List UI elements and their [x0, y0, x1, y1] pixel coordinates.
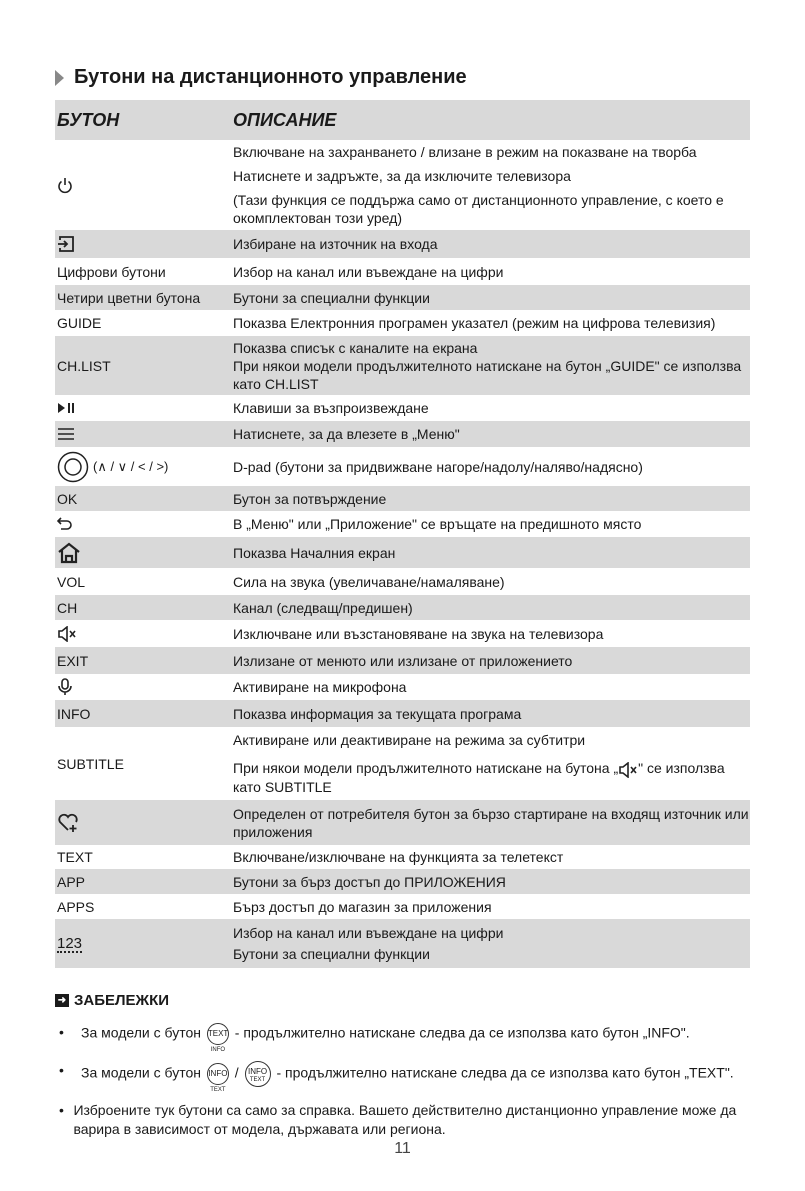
button-cell [55, 935, 233, 953]
button-cell [55, 542, 233, 564]
note-text: За модели с бутон [81, 1024, 201, 1041]
button-name: OK [57, 490, 78, 507]
input-source-icon [57, 235, 75, 253]
separator: / [234, 1064, 239, 1081]
table-row [55, 595, 750, 620]
description-cell [233, 728, 750, 798]
button-name: TEXT [57, 849, 93, 865]
mute-icon [57, 626, 77, 642]
table-row [55, 845, 750, 869]
button-name: (∧ / ∨ / < / >) [93, 458, 169, 474]
button-cell [55, 899, 233, 915]
description-cell [233, 336, 750, 396]
note-text: За модели с бутон [81, 1064, 201, 1081]
table-row [55, 395, 750, 421]
table-row [55, 336, 750, 395]
menu-icon [57, 427, 75, 441]
note-text: Изброените тук бутони са само за справка. Вашето действително дистанционно управление може да варира в зависимост от модела, държавата или региона. [73, 1102, 737, 1137]
note-item: • За модели с бутон TEXT INFO - продължително натискане следва да се използва като бутон „INFO". [59, 1024, 690, 1053]
description-text: Показва Началния екран [233, 544, 396, 561]
table-row [55, 674, 750, 700]
button-name: EXIT [57, 652, 89, 669]
button-cell [55, 315, 233, 331]
button-cell [55, 427, 233, 441]
button-cell [55, 813, 233, 833]
button-cell [55, 678, 233, 696]
table-row [55, 647, 750, 674]
button-cell [55, 358, 233, 374]
description-text: Избиране на източник на входа [233, 236, 438, 252]
description-text: Натиснете, за да влезете в „Меню" [233, 426, 460, 442]
description-text: Включване/изключване на функцията за телетекст [233, 849, 564, 865]
table-row [55, 894, 750, 919]
triangle-bullet-icon [55, 70, 64, 86]
description-text: Изключване или възстановяване на звука на телевизора [233, 625, 604, 642]
description-cell [233, 921, 750, 966]
table-row [55, 727, 750, 800]
play-pause-icon [57, 402, 75, 414]
home-icon [57, 542, 81, 564]
description-text: Натиснете и задръжте, за да изключите телевизора [233, 168, 571, 184]
description-text: Бутони за специални функции [233, 946, 430, 962]
description-text: Показва информация за текущата програма [233, 705, 522, 722]
button-name: APP [57, 873, 86, 890]
note-arrow-icon: ➜ [55, 994, 69, 1007]
button-name: GUIDE [57, 315, 102, 331]
description-cell [233, 311, 750, 335]
button-cell [55, 517, 233, 531]
table-row [55, 537, 750, 568]
button-cell [55, 756, 233, 772]
description-text: Бърз достъп до магазин за приложения [233, 898, 492, 915]
notes-section [55, 992, 755, 1139]
description-cell [233, 702, 750, 726]
description-cell [233, 455, 750, 479]
description-cell [233, 541, 750, 565]
description-text: Бутони за бърз достъп до ПРИЛОЖЕНИЯ [233, 873, 506, 890]
table-row [55, 421, 750, 447]
note-item: • За модели с бутон INFO TEXT / INFO TEXT - продължително натискане следва да се използва като бутон „TEXT". [59, 1062, 734, 1093]
description-cell [233, 232, 750, 256]
table-row [55, 869, 750, 894]
table-row [55, 800, 750, 845]
table-row [55, 568, 750, 595]
table-row [55, 285, 750, 310]
button-cell [55, 574, 233, 590]
button-cell [55, 402, 233, 414]
note-text: - продължително натискане следва да се използва като бутон „TEXT". [276, 1064, 734, 1081]
description-cell [233, 845, 750, 869]
info-text-button-icon: INFO TEXT [245, 1061, 271, 1087]
description-text: Бутони за специални функции [233, 289, 430, 306]
description-cell [233, 137, 750, 233]
button-name: SUBTITLE [57, 755, 124, 772]
dpad-icon [57, 451, 89, 483]
button-name: APPS [57, 898, 95, 915]
description-text: При някои модели продължителното натискане на бутона „ " се използва като SUBTITLE [233, 760, 725, 795]
table-row [55, 258, 750, 285]
table-row [55, 230, 750, 258]
button-name: VOL [57, 573, 86, 590]
favorite-heart-icon [57, 813, 79, 833]
description-cell [233, 396, 750, 420]
description-text: D-pad (бутони за придвижване нагоре/надолу/наляво/надясно) [233, 458, 643, 475]
button-cell [55, 653, 233, 669]
description-text: Активиране или деактивиране на режима за субтитри [233, 732, 586, 749]
description-cell [233, 260, 750, 284]
button-cell [55, 290, 233, 306]
table-row [55, 919, 750, 968]
description-text: Бутон за потвърждение [233, 490, 387, 507]
description-cell [233, 895, 750, 919]
page-number: 11 [394, 1140, 411, 1157]
description-text: В „Меню" или „Приложение" се връщате на предишното място [233, 516, 642, 532]
description-text: Клавиши за възпроизвеждане [233, 400, 429, 416]
description-text: Сила на звука (увеличаване/намаляване) [233, 573, 505, 590]
description-text: Показва Електронния програмен указател (режим на цифрова телевизия) [233, 315, 716, 331]
button-cell [55, 264, 233, 280]
power-icon [57, 176, 73, 194]
microphone-icon [57, 678, 73, 696]
button-cell [55, 874, 233, 890]
description-text: Определен от потребителя бутон за бързо стартиране на входящ източник или приложения [233, 805, 749, 840]
header-description: ОПИСАНИЕ [233, 110, 337, 130]
section-title-text: Бутони на дистанционното управление [74, 66, 467, 88]
description-cell [233, 622, 750, 646]
description-cell [233, 570, 750, 594]
table-row [55, 310, 750, 336]
button-name: Цифрови бутони [57, 263, 166, 280]
description-text: (Тази функция се поддържа само от дистанционното управление, с което е окомплектован този уред) [233, 192, 724, 226]
info-button-icon: INFO TEXT [207, 1063, 229, 1085]
notes-heading [55, 992, 755, 1009]
description-text: Активиране на микрофона [233, 679, 407, 695]
button-cell [55, 626, 233, 642]
table-header [55, 100, 750, 140]
description-cell [233, 487, 750, 511]
table-row [55, 620, 750, 647]
table-row [55, 140, 750, 230]
table-row [55, 511, 750, 537]
table-row [55, 700, 750, 727]
mute-icon [618, 762, 638, 778]
button-name: Четири цветни бутона [57, 289, 201, 306]
description-cell [233, 596, 750, 620]
description-text: Излизане от менюто или излизане от приложението [233, 652, 573, 669]
description-text: Показва списък с каналите на екрана При някои модели продължителното натискане на бутон „GUIDE" се използва като CH.LIST [233, 339, 742, 392]
button-cell [55, 176, 233, 194]
description-cell [233, 675, 750, 699]
button-cell [55, 849, 233, 865]
description-cell [233, 649, 750, 673]
button-name: INFO [57, 705, 91, 722]
description-cell [233, 870, 750, 894]
description-cell [233, 286, 750, 310]
notes-heading-text: ЗАБЕЛЕЖКИ [74, 992, 170, 1009]
table-row [55, 486, 750, 511]
text-button-icon: TEXT INFO [207, 1023, 229, 1045]
buttons-table [55, 100, 750, 968]
description-text: Избор на канал или въвеждане на цифри [233, 263, 504, 280]
button-cell [55, 235, 233, 253]
description-text: Избор на канал или въвеждане на цифри [233, 925, 504, 941]
button-cell [55, 451, 233, 483]
button-name: CH.LIST [57, 357, 111, 374]
button-cell [55, 600, 233, 616]
description-text: Канал (следващ/предишен) [233, 599, 413, 616]
button-cell [55, 706, 233, 722]
description-cell [233, 512, 750, 536]
note-item: • Изброените тук бутони са само за справка. Вашето действително дистанционно управление може да варира в зависимост от модела, държавата или региона. [55, 1101, 755, 1139]
section-title [55, 66, 467, 89]
table-row [55, 447, 750, 486]
button-name: CH [57, 599, 78, 616]
description-cell [233, 422, 750, 446]
description-text: Включване на захранването / влизане в режим на показване на творба [233, 144, 697, 160]
back-icon [57, 517, 73, 531]
numbers-123-icon: 123 [57, 934, 83, 952]
button-cell [55, 491, 233, 507]
header-button: БУТОН [57, 109, 120, 130]
description-cell [233, 802, 750, 844]
note-text: - продължително натискане следва да се използва като бутон „INFO". [234, 1024, 690, 1041]
